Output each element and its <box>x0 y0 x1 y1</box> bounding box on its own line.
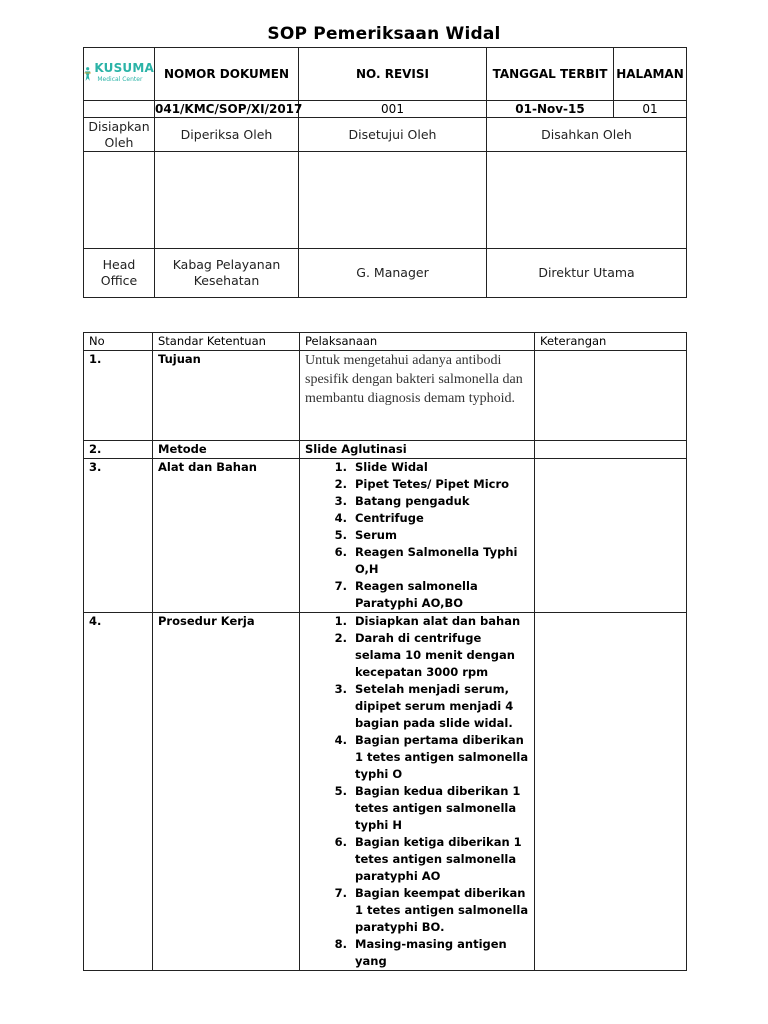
position-g-manager: G. Manager <box>299 249 487 298</box>
header-label-halaman: HALAMAN <box>614 48 687 101</box>
list-item: 8. Masing-masing antigen yang <box>351 936 529 970</box>
position-kabag: Kabag Pelayanan Kesehatan <box>155 249 299 298</box>
sign-label-disahkan: Disahkan Oleh <box>487 118 687 152</box>
table-row <box>84 351 687 441</box>
header-label-nomor-dokumen: NOMOR DOKUMEN <box>155 48 299 101</box>
header-label-no-revisi: NO. REVISI <box>299 48 487 101</box>
list-item: 1. Slide Widal <box>351 459 529 476</box>
row-number: 1. <box>84 351 153 441</box>
list-item: 7. Bagian keempat diberikan 1 tetes antigen salmonella paratyphi BO. <box>351 885 529 936</box>
signature-space <box>155 152 299 249</box>
row-standard: Alat dan Bahan <box>153 459 300 613</box>
row-items <box>300 613 535 971</box>
row-note <box>535 613 687 971</box>
sign-label-disiapkan: Disiapkan Oleh <box>84 118 155 152</box>
row-standard: Metode <box>153 441 300 459</box>
position-direktur: Direktur Utama <box>487 249 687 298</box>
column-header-keterangan: Keterangan <box>535 333 687 351</box>
header-value-no-revisi: 001 <box>299 101 487 118</box>
logo-figure-icon <box>84 60 91 88</box>
list-item: 6. Reagen Salmonella Typhi O,H <box>351 544 529 578</box>
sign-label-diperiksa: Diperiksa Oleh <box>155 118 299 152</box>
position-head-office: Head Office <box>84 249 155 298</box>
column-header-pelaksanaan: Pelaksanaan <box>300 333 535 351</box>
row-note <box>535 459 687 613</box>
row-standard: Tujuan <box>153 351 300 441</box>
list-item: 5. Bagian kedua diberikan 1 tetes antigen salmonella typhi H <box>351 783 529 834</box>
table-row <box>84 441 687 459</box>
row-note <box>535 441 687 459</box>
list-item: 6. Bagian ketiga diberikan 1 tetes antigen salmonella paratyphi AO <box>351 834 529 885</box>
row-items <box>300 459 535 613</box>
procedure-table <box>83 332 687 971</box>
document-header-table <box>83 47 687 298</box>
column-header-no: No <box>84 333 153 351</box>
row-number: 3. <box>84 459 153 613</box>
list-item: 4. Centrifuge <box>351 510 529 527</box>
signature-space <box>487 152 687 249</box>
list-item: 4. Bagian pertama diberikan 1 tetes antigen salmonella typhi O <box>351 732 529 783</box>
signature-space <box>84 152 155 249</box>
list-item: 3. Batang pengaduk <box>351 493 529 510</box>
logo-brand-text: KUSUMA <box>94 61 154 75</box>
list-item: 5. Serum <box>351 527 529 544</box>
logo-cell <box>84 48 155 101</box>
table-row <box>84 613 687 971</box>
row-number: 2. <box>84 441 153 459</box>
list-item: 2. Pipet Tetes/ Pipet Micro <box>351 476 529 493</box>
list-item: 3. Setelah menjadi serum, dipipet serum menjadi 4 bagian pada slide widal. <box>351 681 529 732</box>
row-note <box>535 351 687 441</box>
header-value-halaman: 01 <box>614 101 687 118</box>
equipment-list <box>305 459 529 612</box>
signature-space <box>299 152 487 249</box>
row-text: Untuk mengetahui adanya antibodi spesifik dengan bakteri salmonella dan membantu diagnosis demam typhoid. <box>300 351 535 441</box>
header-value-tanggal-terbit: 01-Nov-15 <box>487 101 614 118</box>
header-label-tanggal-terbit: TANGGAL TERBIT <box>487 48 614 101</box>
company-logo <box>84 48 154 100</box>
list-item: 2. Darah di centrifuge selama 10 menit dengan kecepatan 3000 rpm <box>351 630 529 681</box>
row-standard: Prosedur Kerja <box>153 613 300 971</box>
column-header-standar: Standar Ketentuan <box>153 333 300 351</box>
list-item: 7. Reagen salmonella Paratyphi AO,BO <box>351 578 529 612</box>
page-title: SOP Pemeriksaan Widal <box>267 24 501 44</box>
procedure-list <box>305 613 529 970</box>
row-text: Slide Aglutinasi <box>300 441 535 459</box>
sign-label-disetujui: Disetujui Oleh <box>299 118 487 152</box>
logo-subtitle-text: Medical Center <box>97 76 143 83</box>
header-value-nomor-dokumen: 041/KMC/SOP/XI/2017 <box>155 102 303 116</box>
table-row <box>84 459 687 613</box>
list-item: 1. Disiapkan alat dan bahan <box>351 613 529 630</box>
row-number: 4. <box>84 613 153 971</box>
